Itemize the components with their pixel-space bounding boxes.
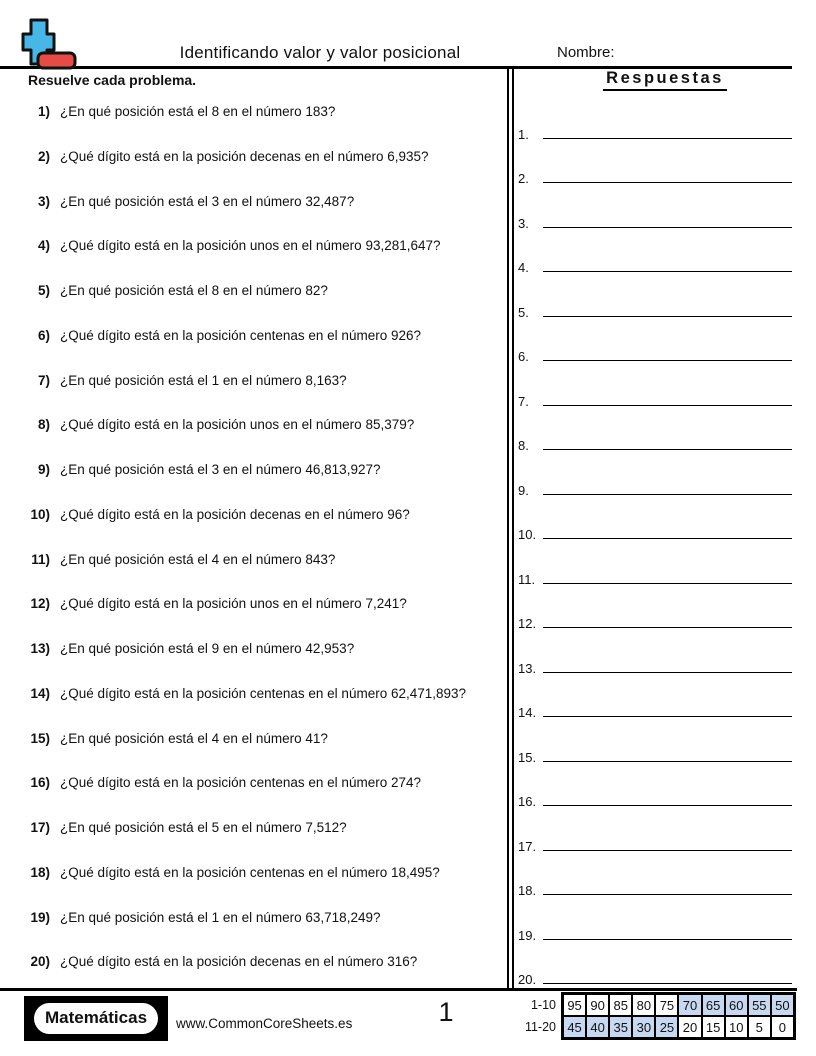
question-text: ¿En qué posición está el 8 en el número 82? — [60, 283, 328, 298]
question-item — [0, 370, 506, 415]
answer-blank-line[interactable] — [543, 529, 792, 539]
answer-number: 13. — [518, 660, 537, 676]
answer-blank-line[interactable] — [543, 574, 792, 584]
score-table — [561, 992, 796, 1040]
answer-row — [514, 498, 816, 543]
answers-title: Respuestas — [603, 69, 727, 91]
question-number: 6) — [37, 327, 50, 343]
score-cell: 10 — [725, 1016, 748, 1038]
answer-number: 8. — [518, 438, 529, 453]
answer-blank-line[interactable] — [543, 663, 792, 673]
question-item — [0, 638, 506, 683]
brand-badge — [24, 996, 168, 1041]
score-cell: 75 — [655, 994, 678, 1016]
score-cell: 70 — [678, 994, 701, 1016]
website-url: www.CommonCoreSheets.es — [176, 1016, 353, 1031]
question-text: ¿Qué dígito está en la posición centenas en el número 926? — [60, 327, 421, 343]
answer-blank-line[interactable] — [543, 885, 792, 895]
question-item — [0, 504, 506, 549]
answer-row — [514, 409, 816, 454]
question-text: ¿Qué dígito está en la posición centenas en el número 18,495? — [60, 864, 440, 880]
answer-blank-line[interactable] — [543, 930, 792, 940]
column-divider — [507, 66, 514, 989]
answer-row — [514, 898, 816, 943]
answer-blank-line[interactable] — [543, 173, 792, 183]
question-number: 17) — [30, 820, 50, 835]
question-text: ¿En qué posición está el 1 en el número 63,718,249? — [60, 909, 381, 925]
question-number: 11) — [31, 551, 50, 567]
score-cell: 50 — [771, 994, 794, 1016]
question-number: 18) — [30, 864, 50, 880]
question-number: 3) — [37, 193, 50, 209]
question-text: ¿Qué dígito está en la posición decenas en el número 316? — [60, 954, 418, 970]
answer-row — [514, 943, 816, 988]
page-number: 1 — [438, 997, 454, 1027]
answer-row — [514, 765, 816, 810]
score-cell: 25 — [655, 1016, 678, 1038]
question-text: ¿Qué dígito está en la posición decenas en el número 96? — [60, 506, 410, 522]
question-item — [0, 907, 506, 952]
question-number: 12) — [30, 596, 50, 612]
score-cell: 65 — [702, 994, 725, 1016]
question-number: 5) — [37, 283, 50, 298]
answer-row — [514, 320, 816, 365]
answer-blank-line[interactable] — [543, 440, 792, 450]
brand-label: Matemáticas — [34, 1003, 158, 1034]
question-item — [0, 549, 506, 594]
question-text: ¿En qué posición está el 3 en el número 46,813,927? — [60, 462, 381, 477]
question-item — [0, 683, 506, 728]
answer-number: 7. — [518, 393, 529, 409]
score-cell: 45 — [563, 1016, 586, 1038]
question-text: ¿Qué dígito está en la posición centenas en el número 62,471,893? — [60, 685, 467, 701]
answer-row — [514, 854, 816, 899]
score-cell: 20 — [678, 1016, 701, 1038]
question-item — [0, 862, 506, 907]
question-text: ¿Qué dígito está en la posición unos en el número 7,241? — [60, 596, 407, 612]
answer-row — [514, 542, 816, 587]
answer-number: 5. — [518, 304, 529, 320]
question-text: ¿En qué posición está el 4 en el número 843? — [60, 551, 336, 567]
question-text: ¿En qué posición está el 3 en el número 32,487? — [60, 193, 355, 209]
answer-number: 15. — [518, 749, 537, 765]
answer-number: 2. — [518, 171, 529, 186]
header-rule — [0, 66, 792, 69]
name-label: Nombre: — [557, 44, 615, 61]
instructions: Resuelve cada problema. — [28, 72, 197, 88]
footer-rule — [0, 988, 797, 991]
score-cell: 55 — [748, 994, 771, 1016]
answer-number: 10. — [518, 527, 537, 542]
answer-blank-line[interactable] — [543, 307, 792, 317]
question-number: 10) — [30, 506, 50, 522]
answer-number: 14. — [518, 705, 537, 720]
question-text: ¿En qué posición está el 1 en el número 8,163? — [60, 372, 347, 388]
answer-blank-line[interactable] — [543, 129, 792, 139]
score-cell: 60 — [725, 994, 748, 1016]
answer-blank-line[interactable] — [543, 396, 792, 406]
answer-number: 19. — [518, 927, 537, 943]
answer-row — [514, 676, 816, 721]
question-text: ¿En qué posición está el 9 en el número 42,953? — [60, 641, 355, 656]
question-number: 7) — [37, 372, 50, 388]
answer-blank-line[interactable] — [543, 796, 792, 806]
question-item — [0, 414, 506, 459]
question-item — [0, 101, 506, 146]
answer-blank-line[interactable] — [543, 485, 792, 495]
question-item — [0, 772, 506, 817]
answer-blank-line[interactable] — [543, 752, 792, 762]
score-cell: 0 — [771, 1016, 794, 1038]
question-text: ¿Qué dígito está en la posición unos en el número 93,281,647? — [60, 238, 441, 254]
question-item — [0, 593, 506, 638]
answer-number: 9. — [518, 482, 529, 498]
question-item — [0, 459, 506, 504]
answers-panel-header — [514, 69, 816, 91]
answer-number: 4. — [518, 260, 529, 275]
question-number: 1) — [37, 104, 50, 119]
score-cell: 30 — [632, 1016, 655, 1038]
score-row-label-1-10: 1-10 — [530, 998, 556, 1012]
answer-number: 17. — [518, 838, 537, 854]
question-number: 2) — [37, 148, 50, 164]
answer-number: 16. — [518, 794, 537, 809]
question-number: 9) — [37, 462, 50, 477]
answer-number: 3. — [518, 215, 529, 231]
question-item — [0, 235, 506, 280]
questions-list — [0, 101, 506, 996]
answer-number: 18. — [518, 883, 537, 898]
answer-blank-line[interactable] — [543, 351, 792, 361]
answer-row — [514, 631, 816, 676]
answer-row — [514, 142, 816, 187]
plus-minus-icon — [14, 16, 80, 72]
question-number: 16) — [30, 775, 50, 791]
answer-row — [514, 587, 816, 632]
question-text: ¿Qué dígito está en la posición decenas en el número 6,935? — [60, 148, 429, 164]
score-cell: 80 — [632, 994, 655, 1016]
answer-number: 1. — [518, 126, 529, 142]
answer-number: 20. — [518, 972, 537, 987]
answer-number: 12. — [518, 616, 537, 631]
answer-number: 6. — [518, 349, 529, 364]
question-number: 14) — [30, 685, 50, 701]
question-item — [0, 146, 506, 191]
score-cell: 5 — [748, 1016, 771, 1038]
question-item — [0, 280, 506, 325]
page-title: Identificando valor y valor posicional — [179, 43, 461, 62]
score-cell: 90 — [586, 994, 609, 1016]
answer-row — [514, 231, 816, 276]
answer-row — [514, 720, 816, 765]
question-item — [0, 191, 506, 236]
answer-blank-line[interactable] — [543, 218, 792, 228]
question-text: ¿Qué dígito está en la posición unos en el número 85,379? — [60, 417, 415, 433]
score-cell: 35 — [609, 1016, 632, 1038]
answer-blank-line[interactable] — [543, 841, 792, 851]
score-row-label-11-20: 11-20 — [524, 1020, 556, 1034]
answer-row — [514, 364, 816, 409]
answer-blank-line[interactable] — [543, 262, 792, 272]
score-cell: 15 — [702, 1016, 725, 1038]
answer-row — [514, 809, 816, 854]
answer-row — [514, 453, 816, 498]
question-text: ¿En qué posición está el 8 en el número 183? — [60, 104, 336, 119]
question-item — [0, 728, 506, 773]
question-text: ¿En qué posición está el 5 en el número 7,512? — [60, 820, 347, 835]
score-cell: 40 — [586, 1016, 609, 1038]
question-number: 20) — [30, 954, 50, 970]
answer-row — [514, 97, 816, 142]
question-item — [0, 325, 506, 370]
answer-blank-line[interactable] — [543, 707, 792, 717]
question-text: ¿En qué posición está el 4 en el número 41? — [60, 730, 328, 746]
question-number: 13) — [30, 641, 50, 656]
answer-row — [514, 186, 816, 231]
answers-list — [514, 97, 816, 987]
question-text: ¿Qué dígito está en la posición centenas en el número 274? — [60, 775, 421, 791]
question-number: 15) — [30, 730, 50, 746]
answer-blank-line[interactable] — [543, 618, 792, 628]
question-number: 19) — [30, 909, 50, 925]
question-number: 8) — [37, 417, 50, 433]
answer-number: 11. — [518, 571, 536, 587]
question-item — [0, 817, 506, 862]
score-cell: 95 — [563, 994, 586, 1016]
answer-blank-line[interactable] — [543, 974, 792, 984]
answer-row — [514, 275, 816, 320]
question-number: 4) — [37, 238, 50, 254]
score-cell: 85 — [609, 994, 632, 1016]
